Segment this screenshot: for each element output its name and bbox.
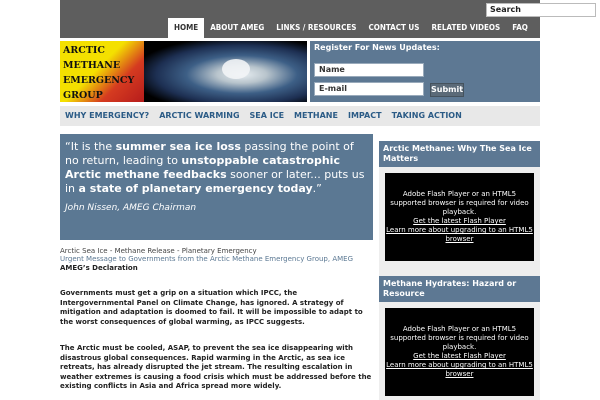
video-widget-sea-ice	[379, 141, 540, 277]
subnav-impact[interactable]: IMPACT	[347, 111, 382, 120]
nav-about-ameg[interactable]: ABOUT AMEG	[210, 23, 265, 32]
search-input[interactable]: Search	[486, 3, 596, 17]
widget-title: Methane Hydrates: Hazard or Resource	[379, 276, 540, 302]
register-box	[310, 41, 540, 102]
logo-text: ARCTIC METHANE EMERGENCY GROUP	[63, 45, 135, 101]
video-player[interactable]	[385, 308, 534, 396]
quote-text: “It is the summer sea ice loss passing the point of no return, leading to unstoppable catastrophic Arctic methane feedbacks sooner or later... puts us in a state of planetary emergency today.”	[65, 140, 365, 195]
html5-upgrade-link[interactable]: Learn more about upgrading to an HTML5 browser	[386, 361, 533, 378]
page-subtitle: Arctic Sea Ice - Methane Release - Planetary Emergency	[60, 247, 257, 255]
top-bar	[60, 0, 564, 38]
widget-body	[379, 302, 540, 400]
player-message: Adobe Flash Player or an HTML5 supported browser is required for video playback.	[390, 190, 529, 216]
player-message: Adobe Flash Player or an HTML5 supported browser is required for video playback.	[390, 325, 529, 351]
email-field[interactable]: E-mail	[314, 82, 424, 96]
chairman-quote	[60, 134, 373, 240]
subnav-taking-action[interactable]: TAKING ACTION	[391, 111, 462, 120]
subnav-methane[interactable]: METHANE	[294, 111, 338, 120]
ameg-logo[interactable]	[60, 41, 144, 102]
page-tagline: Urgent Message to Governments from the Arctic Methane Emergency Group, AMEG	[60, 255, 353, 263]
main-content	[60, 247, 373, 392]
video-player[interactable]	[385, 173, 534, 261]
widget-title: Arctic Methane: Why The Sea Ice Matters	[379, 141, 540, 167]
subnav-sea-ice[interactable]: SEA ICE	[249, 111, 285, 120]
flash-player-link[interactable]: Get the latest Flash Player	[413, 352, 506, 360]
main-nav	[168, 18, 570, 38]
widget-body	[379, 167, 540, 277]
arctic-globe-image	[144, 41, 307, 102]
nav-contact-us[interactable]: CONTACT US	[368, 23, 420, 32]
quote-author: John Nissen, AMEG Chairman	[65, 203, 197, 213]
subnav-why-emergency[interactable]: WHY EMERGENCY?	[65, 111, 150, 120]
nav-related-videos[interactable]: RELATED VIDEOS	[431, 23, 501, 32]
declaration-paragraph-2: The Arctic must be cooled, ASAP, to prevent the sea ice disappearing with disastrous global consequences. Rapid warming in the Arctic, as sea ice retreats, has already disrupted the jet stream. The resulting escalation in weather extremes is causing a food crisis which must be addressed before the existing conflicts in Asia and Africa spread more widely.	[60, 344, 372, 390]
nav-news[interactable]: NEWS	[539, 23, 564, 32]
flash-player-link[interactable]: Get the latest Flash Player	[413, 217, 506, 225]
nav-faq[interactable]: FAQ	[512, 23, 528, 32]
sea-ice-cap	[222, 59, 250, 79]
banner	[60, 41, 307, 102]
submit-button[interactable]: Submit	[430, 83, 464, 97]
nav-home[interactable]: HOME	[168, 18, 204, 38]
name-field[interactable]: Name	[314, 63, 424, 77]
secondary-nav	[60, 106, 540, 126]
html5-upgrade-link[interactable]: Learn more about upgrading to an HTML5 browser	[386, 226, 533, 243]
nav-links-resources[interactable]: LINKS / RESOURCES	[276, 23, 357, 32]
declaration-paragraph-1: Governments must get a grip on a situation which IPCC, the Intergovernmental Panel on Climate Change, has ignored. A strategy of mitigation and adaptation is doomed to fail. It will be impossible to adapt to the worst consequences of global warming, as IPCC suggests.	[60, 289, 363, 326]
video-widget-methane-hydrates	[379, 276, 540, 400]
declaration-heading: AMEG’s Declaration	[60, 264, 138, 272]
subnav-arctic-warming[interactable]: ARCTIC WARMING	[159, 111, 240, 120]
register-title: Register For News Updates:	[314, 43, 440, 52]
